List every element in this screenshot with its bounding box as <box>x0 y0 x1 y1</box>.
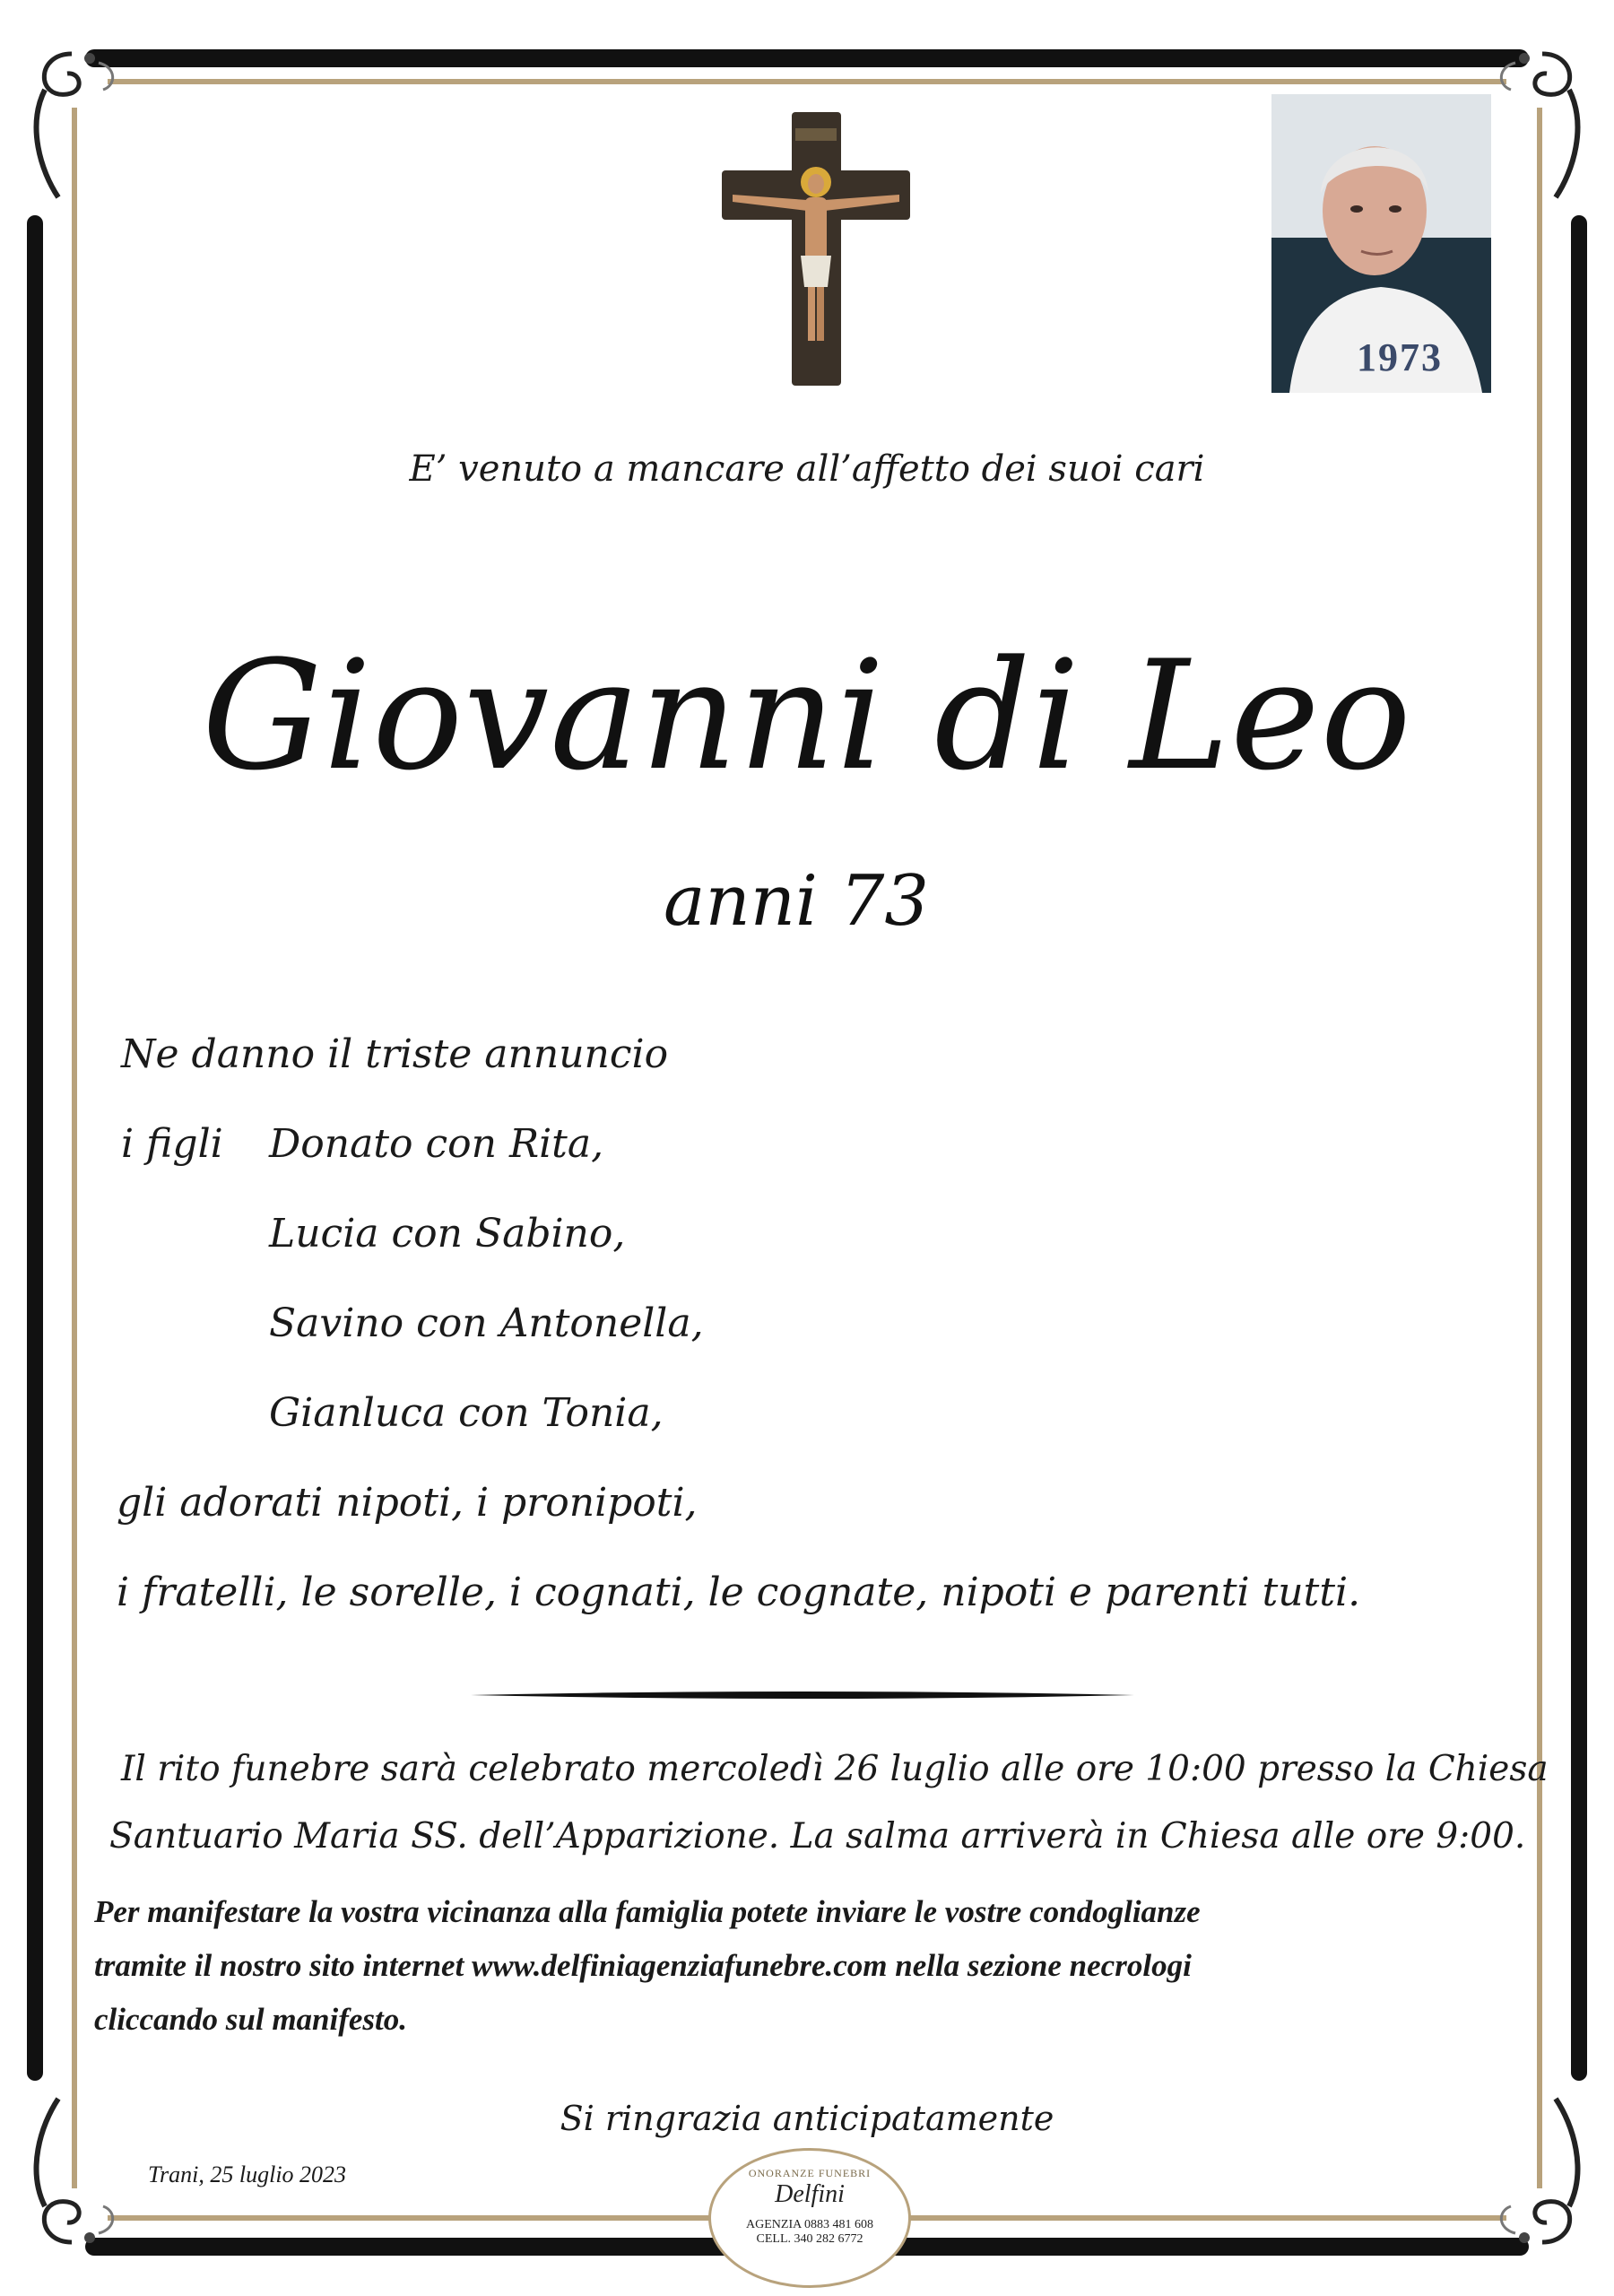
agency-tagline: ONORANZE FUNEBRI <box>748 2167 872 2179</box>
deceased-name: Giovanni di Leo <box>202 628 1412 804</box>
frame-right-black <box>1571 215 1587 2081</box>
portrait-photo <box>1271 94 1491 393</box>
thanks-text: Si ringrazia anticipatamente <box>560 2099 1054 2138</box>
frame-top-black <box>85 49 1529 67</box>
frame-right-gold <box>1537 108 1542 2188</box>
children-label: i figli <box>121 1121 223 1167</box>
grandchildren-line: gli adorati nipoti, i pronipoti, <box>117 1480 698 1526</box>
frame-top-gold <box>108 79 1506 84</box>
condolences-line1: Per manifestare la vostra vicinanza alla famiglia potete inviare le vostre condoglianze <box>94 1894 1201 1929</box>
child-line-3: Savino con Antonella, <box>269 1300 704 1346</box>
relatives-line: i fratelli, le sorelle, i cognati, le cognate, nipoti e parenti tutti. <box>117 1570 1361 1615</box>
agency-phone1: AGENZIA 0883 481 608 <box>746 2218 873 2231</box>
child-line-2: Lucia con Sabino, <box>269 1211 626 1257</box>
frame-left-gold <box>72 108 77 2188</box>
divider <box>471 1686 1134 1704</box>
funeral-line1: Il rito funebre sarà celebrato mercoledì 26 luglio alle ore 10:00 presso la Chiesa <box>121 1749 1549 1789</box>
agency-phone2: CELL. 340 282 6772 <box>756 2232 863 2246</box>
place-date: Trani, 25 luglio 2023 <box>148 2161 347 2187</box>
corner-ornament-top-right <box>1488 36 1596 215</box>
child-line-4: Gianluca con Tonia, <box>269 1390 664 1436</box>
frame-left-black <box>27 215 43 2081</box>
intro-text: E’ venuto a mancare all’affetto dei suoi cari <box>409 448 1205 490</box>
agency-name: Delfini <box>775 2180 845 2208</box>
photo-shirt-text: 1973 <box>1357 335 1443 379</box>
agency-logo <box>708 2148 911 2288</box>
funeral-line2: Santuario Maria SS. dell’Apparizione. La salma arriverà in Chiesa alle ore 9:00. <box>109 1816 1526 1857</box>
deceased-age: anni 73 <box>664 861 929 942</box>
crucifix-icon <box>722 112 910 386</box>
condolences-line2: tramite il nostro sito internet www.delfiniagenziafunebre.com nella sezione necrologi <box>94 1948 1192 1983</box>
announcement-line1: Ne danno il triste annuncio <box>121 1031 669 1077</box>
condolences-line3: cliccando sul manifesto. <box>94 2002 408 2037</box>
corner-ornament-top-left <box>18 36 126 215</box>
child-line-1: Donato con Rita, <box>269 1121 604 1167</box>
